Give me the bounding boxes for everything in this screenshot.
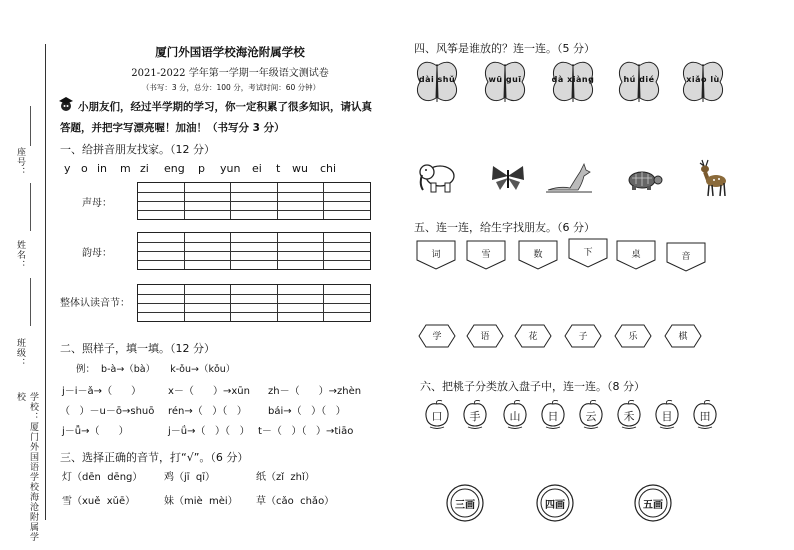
character-pentagon[interactable] [568, 238, 608, 268]
peach-card[interactable] [578, 400, 604, 430]
peach-card[interactable] [462, 400, 488, 430]
fill-item[interactable]: j－ǘ→（ ）（ ） [168, 426, 250, 437]
pinyin-letter: zi [140, 162, 149, 175]
choice-item[interactable]: 鸡（jī qī） [164, 472, 216, 483]
butterfly-kite[interactable] [616, 58, 662, 108]
peach-card[interactable] [502, 400, 528, 430]
peach-card[interactable] [424, 400, 450, 430]
choice-item[interactable]: 妹（miè mèi） [164, 496, 238, 507]
choice-item[interactable]: 雪（xuě xǔē） [62, 496, 136, 507]
plate-label: 三画 [455, 500, 475, 511]
fill-item[interactable]: zh－（ ）→zhèn [268, 386, 362, 397]
name-label: 姓名： [15, 240, 25, 270]
peach-card[interactable] [540, 400, 566, 430]
peach-card[interactable] [616, 400, 642, 430]
butterfly-kite[interactable] [550, 58, 596, 108]
pinyin-letter: p [198, 162, 205, 175]
pinyin-letter: chi [320, 162, 337, 175]
name-underline [30, 183, 31, 231]
section5-heading: 五、连一连，给生字找朋友。（6 分） [414, 221, 595, 234]
school-label: 学校：厦门外国语学校海沧附属学校 [15, 392, 38, 542]
peach-character: 禾 [623, 410, 635, 423]
pinyin-letter: in [97, 162, 108, 175]
character-pentagon[interactable] [666, 242, 706, 272]
intro-line-2: 答题，并把字写漂亮喔！加油！（书写分 3 分） [60, 122, 285, 134]
stroke-plate[interactable] [536, 484, 574, 522]
peach-card[interactable] [692, 400, 718, 430]
intro-line-1: 小朋友们，经过半学期的学习，你一定积累了很多知识，请认真 [78, 101, 372, 113]
kite-pinyin: dài shǔ [418, 75, 456, 84]
kite-pinyin: dà xiàng [551, 75, 595, 84]
character-text: 棋 [678, 332, 688, 342]
butterfly-kite[interactable] [482, 58, 528, 108]
character-pentagon[interactable] [416, 240, 456, 270]
kite-pinyin: hú dié [623, 75, 655, 84]
kite-pinyin: wū guī [488, 75, 522, 84]
elephant-icon[interactable] [418, 160, 458, 194]
character-text: 数 [533, 250, 543, 260]
zhengti-label: 整体认读音节： [60, 298, 130, 309]
shengmu-label: 声母： [82, 198, 112, 209]
peach-character: 云 [585, 410, 597, 423]
section4-heading: 四、风筝是谁放的？连一连。（5 分） [414, 42, 595, 55]
yunmu-grid[interactable] [137, 232, 371, 270]
fill-item[interactable]: t－（ ）（ ）→tiāo [258, 426, 354, 437]
character-pentagon[interactable] [616, 240, 656, 270]
pinyin-letter: yun [220, 162, 241, 175]
seat-label: 座号： [15, 147, 25, 177]
character-text: 雪 [481, 250, 491, 260]
peach-card[interactable] [654, 400, 680, 430]
student-icon [58, 96, 74, 112]
kite-pinyin: xiǎo lù [686, 75, 720, 84]
character-text: 音 [681, 252, 691, 262]
kangaroo-icon[interactable] [546, 162, 594, 194]
character-text: 桌 [631, 250, 641, 260]
stroke-plate[interactable] [446, 484, 484, 522]
peach-character: 日 [547, 410, 559, 423]
fill-item[interactable]: rén→（ ）（ ） [168, 406, 247, 417]
stroke-plate[interactable] [634, 484, 672, 522]
section2-example: 例： b-à→（bà） k-ǒu→（kǒu） [76, 364, 236, 375]
yunmu-label: 韵母： [82, 248, 112, 259]
binding-margin [0, 0, 50, 550]
school-name: 厦门外国语学校海沧附属学校 [155, 45, 305, 59]
peach-character: 田 [699, 410, 711, 423]
section3-heading: 三、选择正确的音节，打“√”。（6 分） [60, 451, 249, 464]
pinyin-letter: t [276, 162, 281, 175]
exam-info: （书写：3 分，总分：100 分，考试时间：60 分钟） [141, 83, 321, 92]
turtle-icon[interactable] [622, 168, 664, 192]
fill-item[interactable]: （ ）－u－ō→shuō [60, 406, 155, 417]
character-text: 学 [432, 332, 442, 342]
class-underline [30, 278, 31, 326]
pinyin-letter: y [64, 162, 71, 175]
pinyin-letter-row [64, 162, 364, 176]
character-hexagon[interactable] [664, 324, 702, 348]
class-label: 班级： [15, 338, 25, 368]
character-text: 子 [578, 332, 588, 342]
pinyin-letter: ei [252, 162, 262, 175]
shengmu-grid[interactable] [137, 182, 371, 220]
character-pentagon[interactable] [518, 240, 558, 270]
character-text: 语 [480, 332, 490, 342]
peach-character: 目 [661, 410, 673, 423]
pinyin-letter: wu [292, 162, 308, 175]
binding-line [45, 44, 46, 520]
deer-icon[interactable] [694, 158, 730, 198]
butterfly-kite[interactable] [680, 58, 726, 108]
plate-label: 五画 [643, 500, 663, 511]
pinyin-letter: eng [164, 162, 185, 175]
zhengti-grid[interactable] [137, 284, 371, 322]
character-text: 花 [528, 332, 538, 342]
character-text: 下 [583, 248, 593, 258]
fill-item[interactable]: j－i－ǎ→（ ） [62, 386, 142, 397]
section1-heading: 一、给拼音朋友找家。（12 分） [60, 143, 215, 156]
peach-character: 口 [431, 410, 443, 423]
butterfly-kite[interactable] [414, 58, 460, 108]
character-text: 乐 [628, 332, 638, 342]
character-hexagon[interactable] [466, 324, 504, 348]
character-hexagon[interactable] [564, 324, 602, 348]
butterfly-icon[interactable] [490, 164, 526, 192]
fill-item[interactable]: x－（ ）→xūn [168, 386, 250, 397]
section6-heading: 六、把桃子分类放入盘子中，连一连。（8 分） [420, 380, 645, 393]
pinyin-letter: m [120, 162, 131, 175]
character-text: 词 [431, 250, 441, 260]
character-hexagon[interactable] [418, 324, 456, 348]
fill-item[interactable]: j－ǚ→（ ） [62, 426, 129, 437]
plate-label: 四画 [545, 500, 565, 511]
choice-item[interactable]: 草（cǎo chǎo） [256, 496, 335, 507]
exam-title: 2021-2022 学年第一学期一年级语文测试卷 [131, 68, 329, 79]
character-hexagon[interactable] [614, 324, 652, 348]
peach-character: 手 [469, 410, 481, 423]
pinyin-letter: o [81, 162, 88, 175]
seat-underline [30, 106, 31, 146]
character-hexagon[interactable] [514, 324, 552, 348]
choice-item[interactable]: 纸（zǐ zhǐ） [256, 472, 315, 483]
peach-character: 山 [509, 410, 521, 423]
character-pentagon[interactable] [466, 240, 506, 270]
fill-item[interactable]: bái→（ ）（ ） [268, 406, 346, 417]
section2-heading: 二、照样子，填一填。（12 分） [60, 342, 215, 355]
choice-item[interactable]: 灯（dēn dēng） [62, 472, 143, 483]
